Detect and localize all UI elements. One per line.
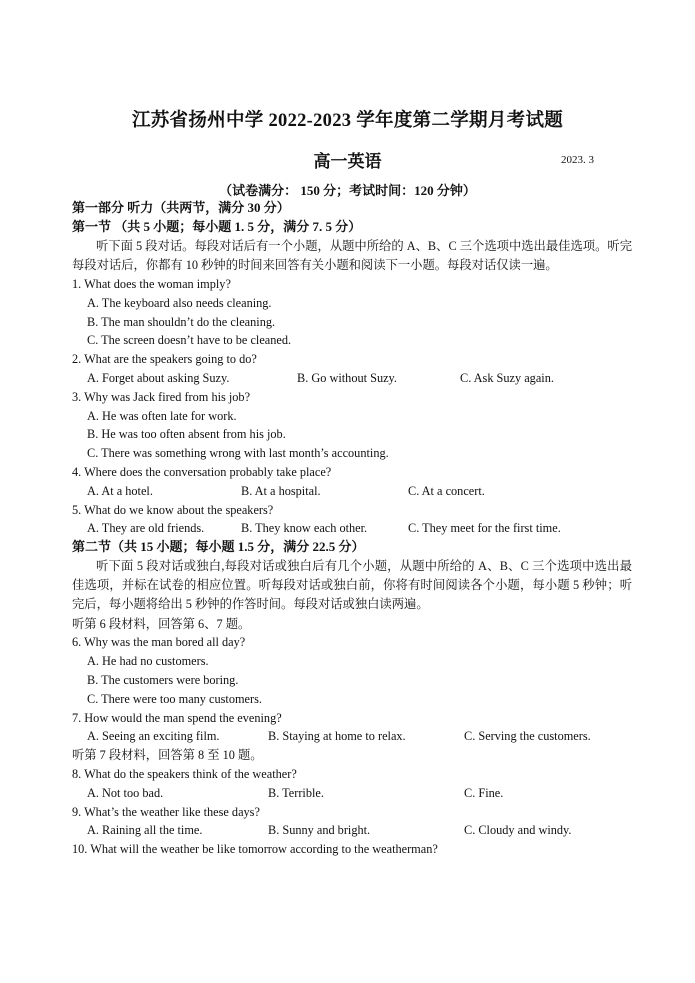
exam-title: 江苏省扬州中学 2022-2023 学年度第二学期月考试题 (131, 111, 564, 131)
part1-heading: 第一部分 听力（共两节，满分 30 分） (72, 200, 290, 215)
q3-option-c: C. There was something wrong with last month’s accounting. (87, 446, 389, 461)
q9-option-c: C. Cloudy and windy. (464, 823, 572, 838)
section2-instructions: 听下面 5 段对话或独白,每段对话或独白后有几个小题，从题中所给的 A、B、C 三个选项中选出最佳选项，并标在试卷的相应位置。听每段对话或独白前，你将有时间阅读各个小题，每小题 5 秒钟；听完后，每小题将给出 5 秒钟的作答时间。每段对话或独白读两遍。 (72, 558, 632, 612)
question-4: 4. Where does the conversation probably take place? (72, 464, 332, 479)
q8-option-a: A. Not too bad. (87, 785, 164, 800)
q9-options (72, 821, 632, 840)
q8-options (72, 784, 632, 803)
question-8: 8. What do the speakers think of the weather? (72, 766, 297, 781)
question-6: 6. Why was the man bored all day? (72, 635, 246, 650)
section2-heading: 第二节（共 15 小题；每小题 1.5 分，满分 22.5 分） (72, 539, 365, 555)
q3-option-b: B. He was too often absent from his job. (87, 427, 286, 442)
question-9: 9. What’s the weather like these days? (72, 804, 260, 819)
q2-option-b: B. Go without Suzy. (297, 370, 397, 385)
question-3: 3. Why was Jack fired from his job? (72, 389, 251, 404)
q7-option-c: C. Serving the customers. (464, 729, 591, 744)
q1-option-b: B. The man shouldn’t do the cleaning. (87, 314, 276, 329)
question-2: 2. What are the speakers going to do? (72, 352, 257, 367)
q5-option-a: A. They are old friends. (87, 521, 205, 536)
q7-options (72, 727, 632, 746)
q5-options (72, 519, 632, 538)
material-7-note: 听第 7 段材料，回答第 8 至 10 题。 (72, 748, 263, 763)
q1-option-a: A. The keyboard also needs cleaning. (87, 295, 272, 310)
q6-option-a: A. He had no customers. (87, 654, 209, 669)
q2-option-a: A. Forget about asking Suzy. (87, 370, 230, 385)
exam-subject: 高一英语 (313, 152, 382, 171)
exam-info: （试卷满分： 150 分；考试时间：120 分钟） (219, 183, 476, 198)
q1-option-c: C. The screen doesn’t have to be cleaned. (87, 333, 292, 348)
q2-options (72, 369, 632, 388)
q3-option-a: A. He was often late for work. (87, 408, 237, 423)
q8-option-b: B. Terrible. (268, 785, 324, 800)
q6-option-b: B. The customers were boring. (87, 672, 239, 687)
q4-option-c: C. At a concert. (408, 483, 485, 498)
q2-option-c: C. Ask Suzy again. (460, 370, 554, 385)
q8-option-c: C. Fine. (464, 785, 504, 800)
question-5: 5. What do we know about the speakers? (72, 502, 274, 517)
q7-option-a: A. Seeing an exciting film. (87, 729, 220, 744)
question-7: 7. How would the man spend the evening? (72, 710, 282, 725)
q7-option-b: B. Staying at home to relax. (268, 729, 406, 744)
q5-option-c: C. They meet for the first time. (408, 521, 561, 536)
question-1: 1. What does the woman imply? (72, 277, 231, 291)
q9-option-a: A. Raining all the time. (87, 823, 203, 838)
material-6-note: 听第 6 段材料，回答第 6、7 题。 (72, 616, 251, 631)
section1-heading: 第一节 （共 5 小题；每小题 1. 5 分，满分 7. 5 分） (72, 218, 362, 234)
q4-option-b: B. At a hospital. (241, 483, 321, 498)
exam-content (72, 199, 632, 859)
q6-option-c: C. There were too many customers. (87, 691, 262, 706)
exam-date: 2023. 3 (561, 154, 594, 166)
q4-option-a: A. At a hotel. (87, 483, 153, 498)
q5-option-b: B. They know each other. (241, 521, 368, 536)
question-10: 10. What will the weather be like tomorrow according to the weatherman? (72, 842, 438, 857)
q4-options (72, 482, 632, 501)
section1-instructions: 听下面 5 段对话。每段对话后有一个小题，从题中所给的 A、B、C 三个选项中选出最佳选项。听完每段对话后，你都有 10 秒钟的时间来回答有关小题和阅读下一小题。每段对话仅读一遍。 (72, 238, 632, 272)
q9-option-b: B. Sunny and bright. (268, 823, 371, 838)
